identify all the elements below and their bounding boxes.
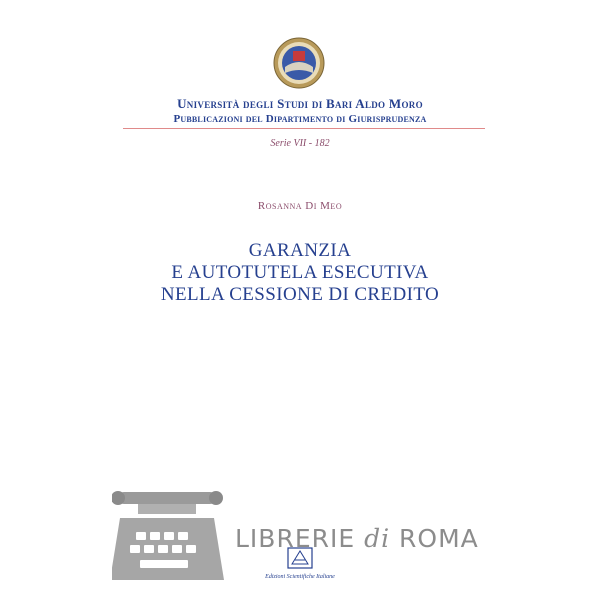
book-title xyxy=(0,240,600,306)
series-number: Serie VII - 182 xyxy=(270,138,330,149)
department-name: Pubblicazioni del Dipartimento di Giurisprudenza xyxy=(173,113,427,125)
title-line: NELLA CESSIONE DI CREDITO xyxy=(160,284,440,305)
watermark-text-main: LIBRERIE xyxy=(235,524,365,553)
author-name: Rosanna Di Meo xyxy=(257,200,343,212)
watermark-text-end: ROMA xyxy=(390,524,479,553)
university-seal-icon xyxy=(273,37,325,89)
header-divider xyxy=(123,128,485,129)
watermark-text-di: di xyxy=(364,524,391,553)
publisher-logo-icon xyxy=(286,546,314,570)
watermark-text xyxy=(235,524,479,553)
university-name: Università degli Studi di Bari Aldo Moro xyxy=(177,96,423,111)
title-line: GARANZIA xyxy=(248,240,352,261)
publisher-name: Edizioni Scientifiche Italiane xyxy=(265,574,335,580)
title-line: E AUTOTUTELA ESECUTIVA xyxy=(171,262,429,283)
